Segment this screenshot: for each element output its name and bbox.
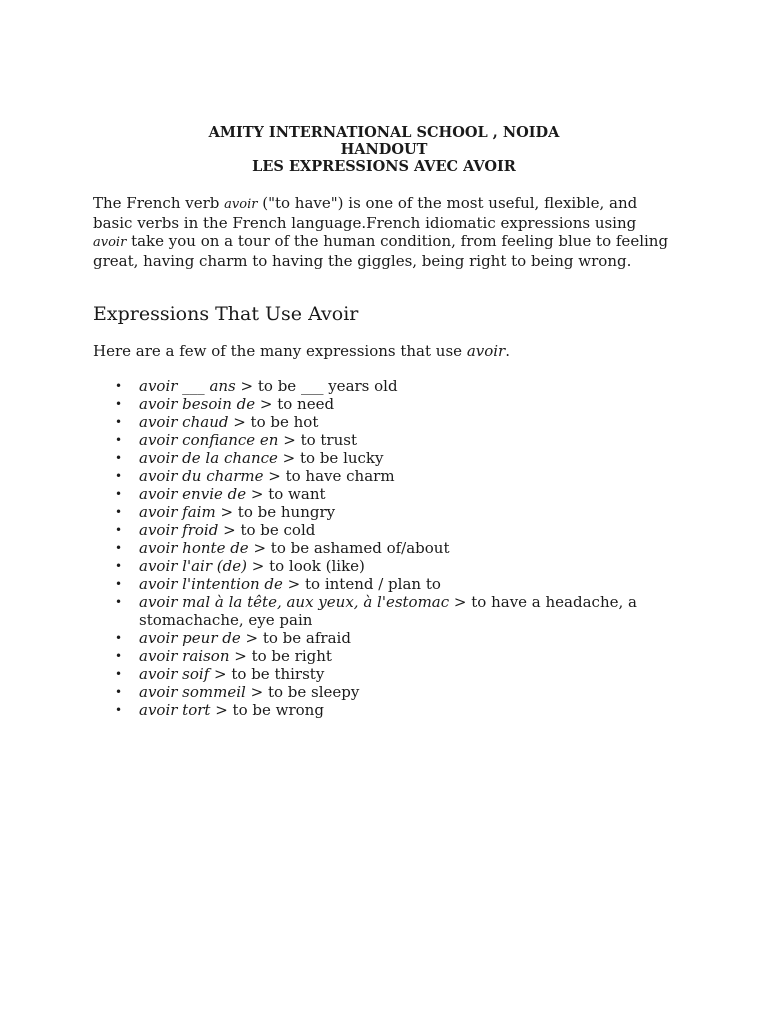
expression-meaning: > to trust	[278, 431, 357, 449]
section-lead	[93, 342, 510, 360]
document-title: LES EXPRESSIONS AVEC AVOIR	[252, 158, 516, 175]
bullet-icon: •	[115, 685, 123, 699]
expression-item	[93, 539, 653, 557]
expression-item	[93, 593, 653, 629]
expression-phrase: avoir de la chance	[139, 449, 278, 467]
expression-phrase: avoir honte de	[139, 539, 249, 557]
bullet-icon: •	[115, 451, 123, 465]
expression-item	[93, 449, 653, 467]
expression-phrase: avoir soif	[139, 665, 210, 683]
bullet-icon: •	[115, 415, 123, 429]
lead-end: .	[505, 342, 511, 360]
expression-item	[93, 665, 653, 683]
expression-meaning: > to be wrong	[210, 701, 324, 719]
expression-item	[93, 683, 653, 701]
bullet-icon: •	[115, 577, 123, 591]
expression-item	[93, 701, 653, 719]
expression-phrase: avoir confiance en	[139, 431, 279, 449]
expression-item	[93, 413, 653, 431]
bullet-icon: •	[115, 505, 123, 519]
bullet-icon: •	[115, 559, 123, 573]
expression-phrase: avoir sommeil	[139, 683, 246, 701]
expression-phrase: avoir ___ ans	[139, 377, 236, 395]
expression-meaning: > to need	[255, 395, 335, 413]
expression-item	[93, 485, 653, 503]
expression-meaning: > to be sleepy	[245, 683, 360, 701]
expression-phrase: avoir l'air (de)	[139, 557, 247, 575]
lead-word: avoir	[466, 342, 506, 360]
intro-word-avoir-2: avoir	[93, 235, 127, 250]
expression-meaning: > to look (like)	[246, 557, 365, 575]
bullet-icon: •	[115, 649, 123, 663]
expression-item	[93, 503, 653, 521]
expression-phrase: avoir besoin de	[139, 395, 256, 413]
intro-text-2: ("to have") is one of the most useful, flexible, and basic verbs in the French language.French idiomatic expressions using	[93, 194, 638, 232]
section-heading: Expressions That Use Avoir	[93, 303, 359, 325]
expression-meaning: > to want	[246, 485, 326, 503]
expression-meaning: > to be ashamed of/about	[248, 539, 450, 557]
bullet-icon: •	[115, 703, 123, 717]
expression-meaning: > to have charm	[263, 467, 395, 485]
expression-phrase: avoir faim	[139, 503, 216, 521]
expression-item	[93, 467, 653, 485]
bullet-icon: •	[115, 523, 123, 537]
expression-phrase: avoir mal à la tête, aux yeux, à l'estomac	[139, 593, 450, 611]
expression-meaning: > to be ___ years old	[235, 377, 398, 395]
bullet-icon: •	[115, 433, 123, 447]
expression-phrase: avoir du charme	[139, 467, 264, 485]
expression-meaning: > to be cold	[218, 521, 316, 539]
lead-text: Here are a few of the many expressions that use	[93, 342, 467, 360]
expression-item	[93, 377, 653, 395]
intro-text-1: The French verb	[93, 194, 225, 212]
expression-item	[93, 629, 653, 647]
expression-meaning: > to intend / plan to	[282, 575, 441, 593]
expression-meaning: > to be hungry	[215, 503, 336, 521]
expression-item	[93, 431, 653, 449]
expression-meaning: > to be lucky	[277, 449, 384, 467]
document-type: HANDOUT	[340, 141, 428, 158]
expression-meaning: > to have a headache, a stomachache, eye pain	[139, 593, 637, 629]
intro-text-3: take you on a tour of the human condition, from feeling blue to feeling great, having charm to having the giggles, being right to being wrong.	[93, 232, 669, 270]
expression-phrase: avoir l'intention de	[139, 575, 283, 593]
intro-paragraph	[93, 194, 673, 270]
bullet-icon: •	[115, 631, 123, 645]
bullet-icon: •	[115, 397, 123, 411]
expression-meaning: > to be hot	[228, 413, 319, 431]
expression-phrase: avoir froid	[139, 521, 219, 539]
bullet-icon: •	[115, 541, 123, 555]
bullet-icon: •	[115, 469, 123, 483]
bullet-icon: •	[115, 667, 123, 681]
intro-word-avoir-1: avoir	[224, 197, 258, 212]
expression-item	[93, 395, 653, 413]
expression-phrase: avoir peur de	[139, 629, 241, 647]
expression-item	[93, 521, 653, 539]
expression-meaning: > to be thirsty	[209, 665, 325, 683]
school-name: AMITY INTERNATIONAL SCHOOL , NOIDA	[208, 124, 560, 141]
expression-phrase: avoir raison	[139, 647, 230, 665]
expression-meaning: > to be right	[229, 647, 332, 665]
expression-item	[93, 647, 653, 665]
expressions-list	[93, 377, 653, 719]
document-header	[0, 124, 768, 175]
expression-phrase: avoir chaud	[139, 413, 229, 431]
expression-item	[93, 575, 653, 593]
bullet-icon: •	[115, 487, 123, 501]
bullet-icon: •	[115, 595, 123, 609]
bullet-icon: •	[115, 379, 123, 393]
expression-phrase: avoir envie de	[139, 485, 247, 503]
expression-item	[93, 557, 653, 575]
expression-meaning: > to be afraid	[240, 629, 351, 647]
expression-phrase: avoir tort	[139, 701, 211, 719]
